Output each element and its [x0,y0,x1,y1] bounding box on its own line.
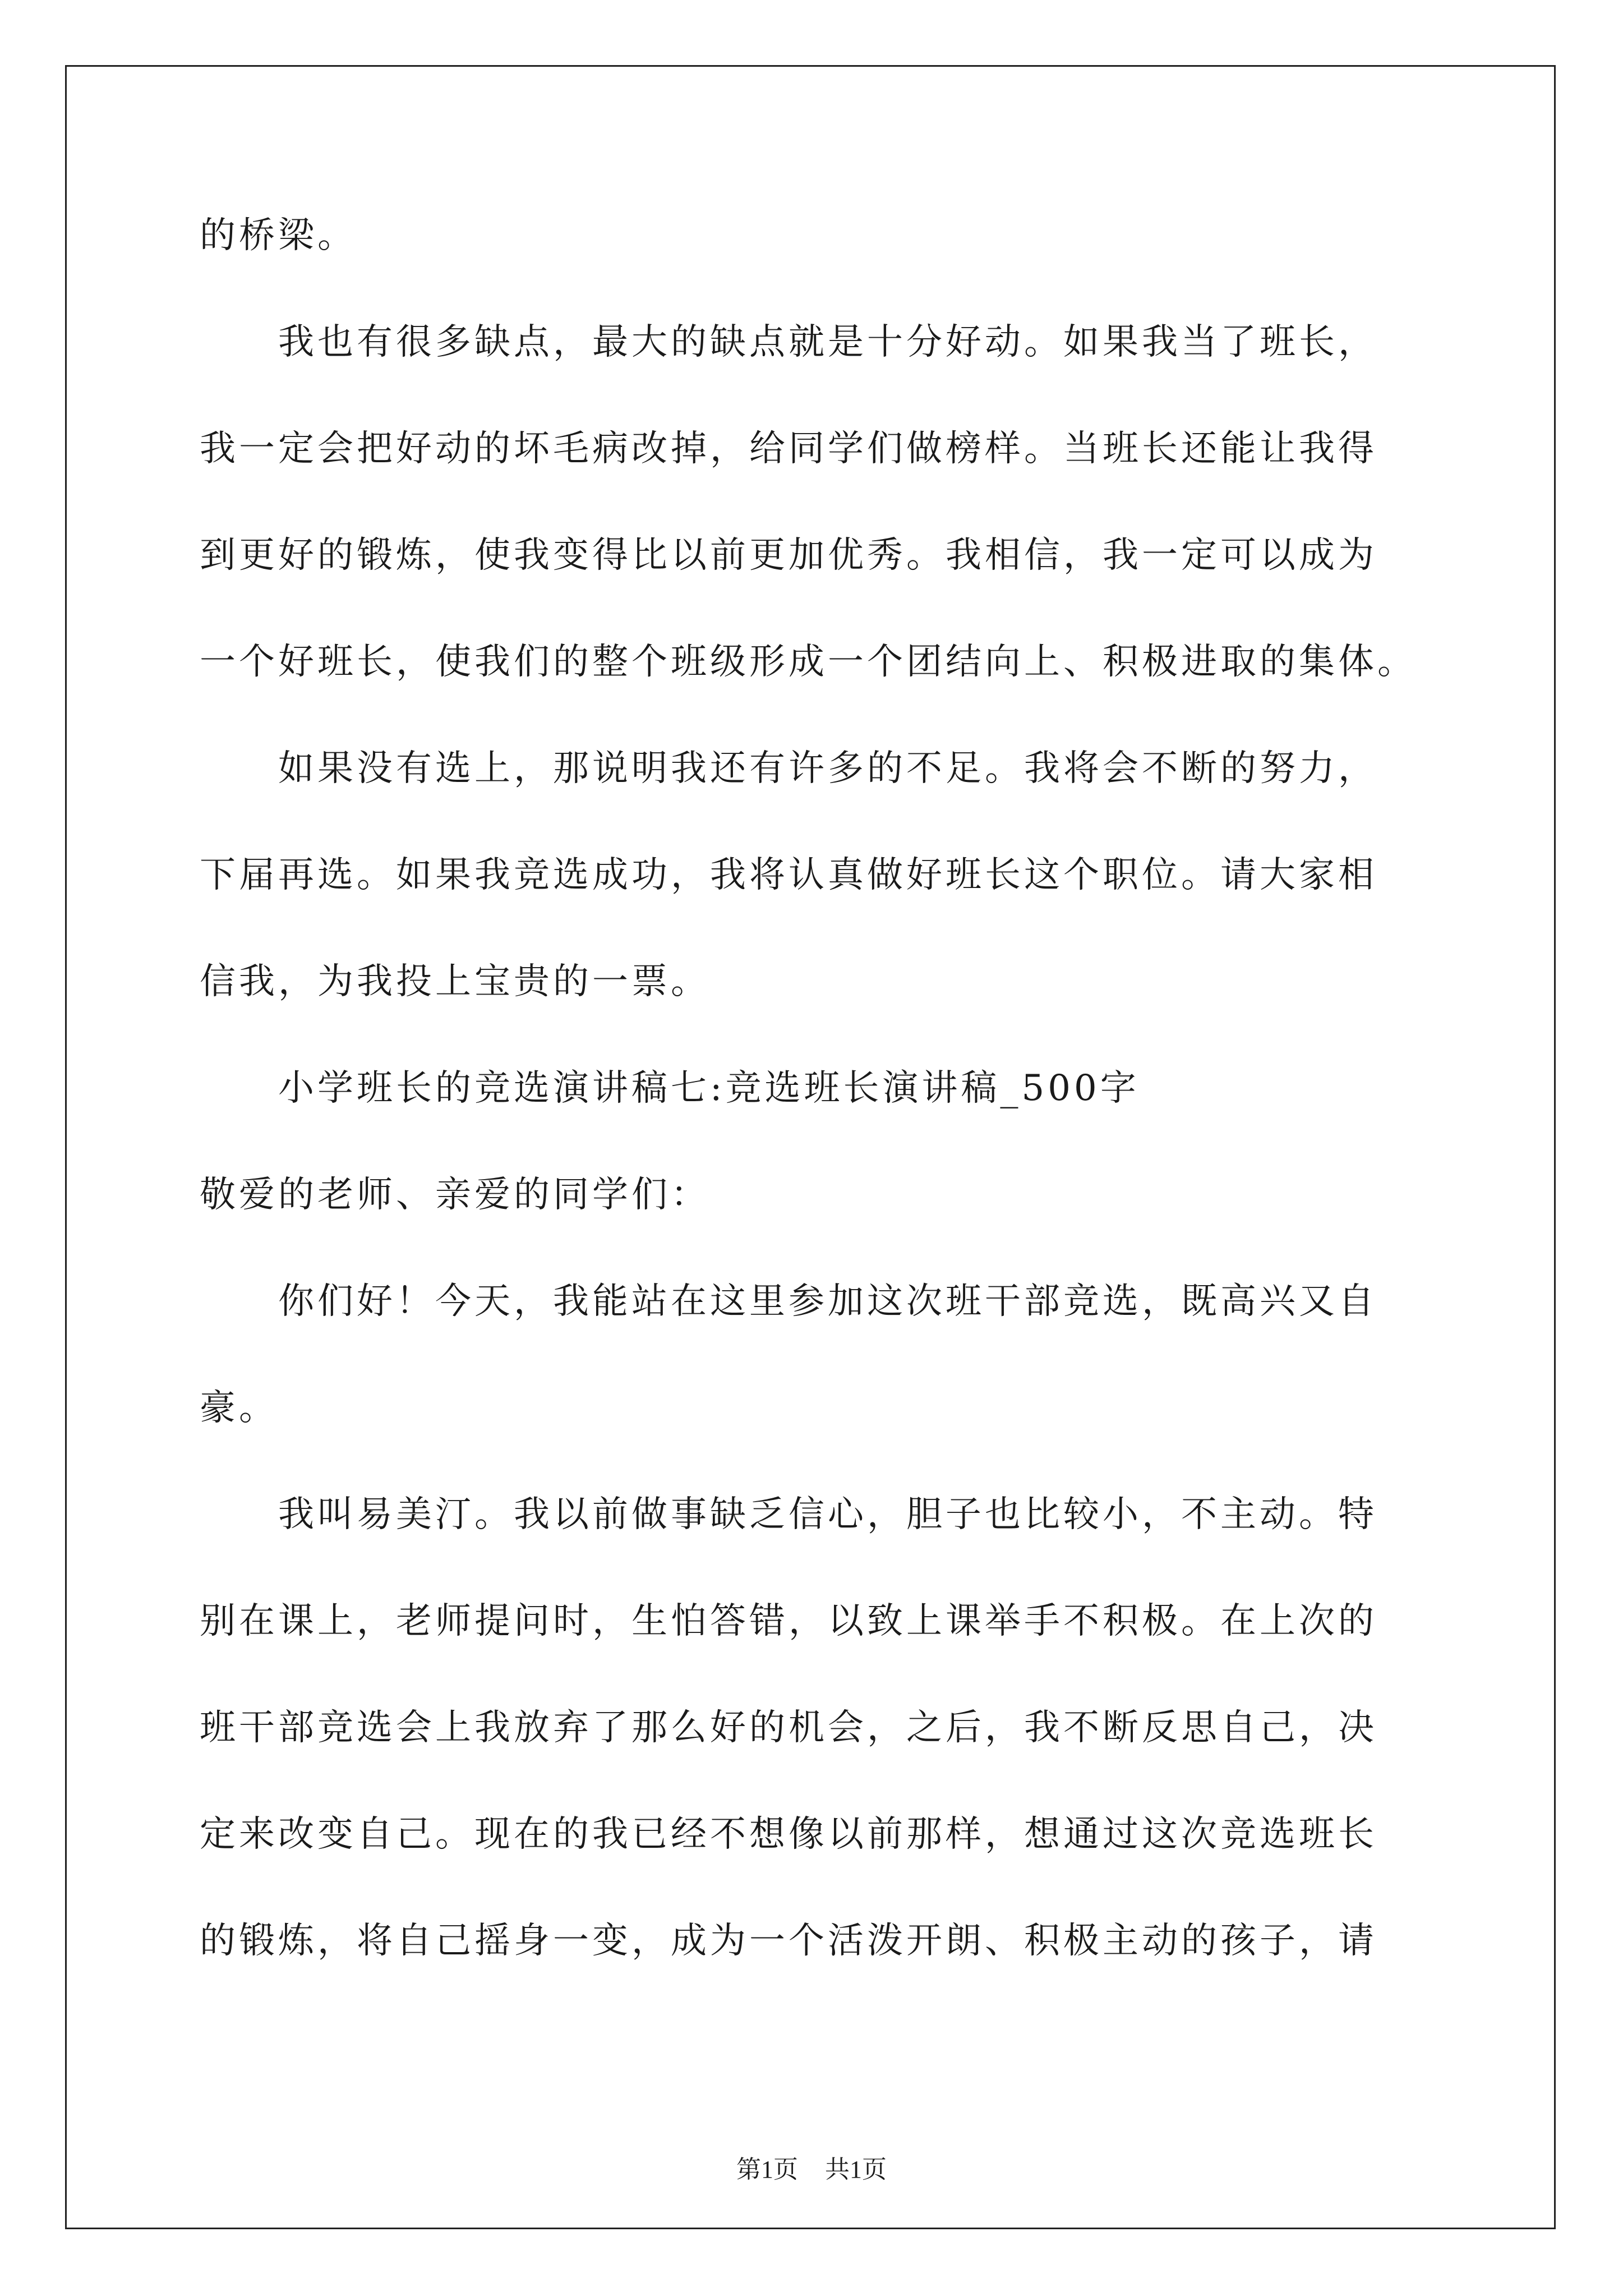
page-footer [0,2157,1623,2182]
text-line: 信我，为我投上宝贵的一票。 [200,961,710,1002]
text-line: 班干部竞选会上我放弃了那么好的机会，之后，我不断反思自己，决 [200,1707,1377,1749]
text-line: 你们好！今天，我能站在这里参加这次班干部竞选，既高兴又自 [200,1281,1377,1322]
text-line: 我一定会把好动的坏毛病改掉，给同学们做榜样。当班长还能让我得 [200,428,1377,470]
text-line: 下届再选。如果我竞选成功，我将认真做好班长这个职位。请大家相 [200,854,1377,896]
text-line: 豪。 [200,1387,278,1429]
text-line: 我叫易美汀。我以前做事缺乏信心，胆子也比较小，不主动。特 [200,1494,1377,1535]
text-line: 一个好班长，使我们的整个班级形成一个团结向上、积极进取的集体。 [200,641,1417,683]
text-line: 的桥梁。 [200,215,357,256]
text-line: 如果没有选上，那说明我还有许多的不足。我将会不断的努力， [200,748,1377,789]
text-line: 定来改变自己。现在的我已经不想像以前那样，想通过这次竞选班长 [200,1814,1377,1855]
page-border [65,65,1556,2229]
text-line: 别在课上，老师提问时，生怕答错，以致上课举手不积极。在上次的 [200,1600,1377,1642]
section-heading: 小学班长的竞选演讲稿七:竞选班长演讲稿_500字 [200,1068,1140,1109]
page-total: 共1页 [825,2156,887,2183]
text-line: 我也有很多缺点，最大的缺点就是十分好动。如果我当了班长， [200,321,1377,363]
text-line: 的锻炼，将自己摇身一变，成为一个活泼开朗、积极主动的孩子，请 [200,1920,1377,1962]
page-number: 第1页 [736,2156,798,2183]
text-line: 到更好的锻炼，使我变得比以前更加优秀。我相信，我一定可以成为 [200,535,1377,576]
salutation: 敬爱的老师、亲爱的同学们： [200,1174,710,1216]
